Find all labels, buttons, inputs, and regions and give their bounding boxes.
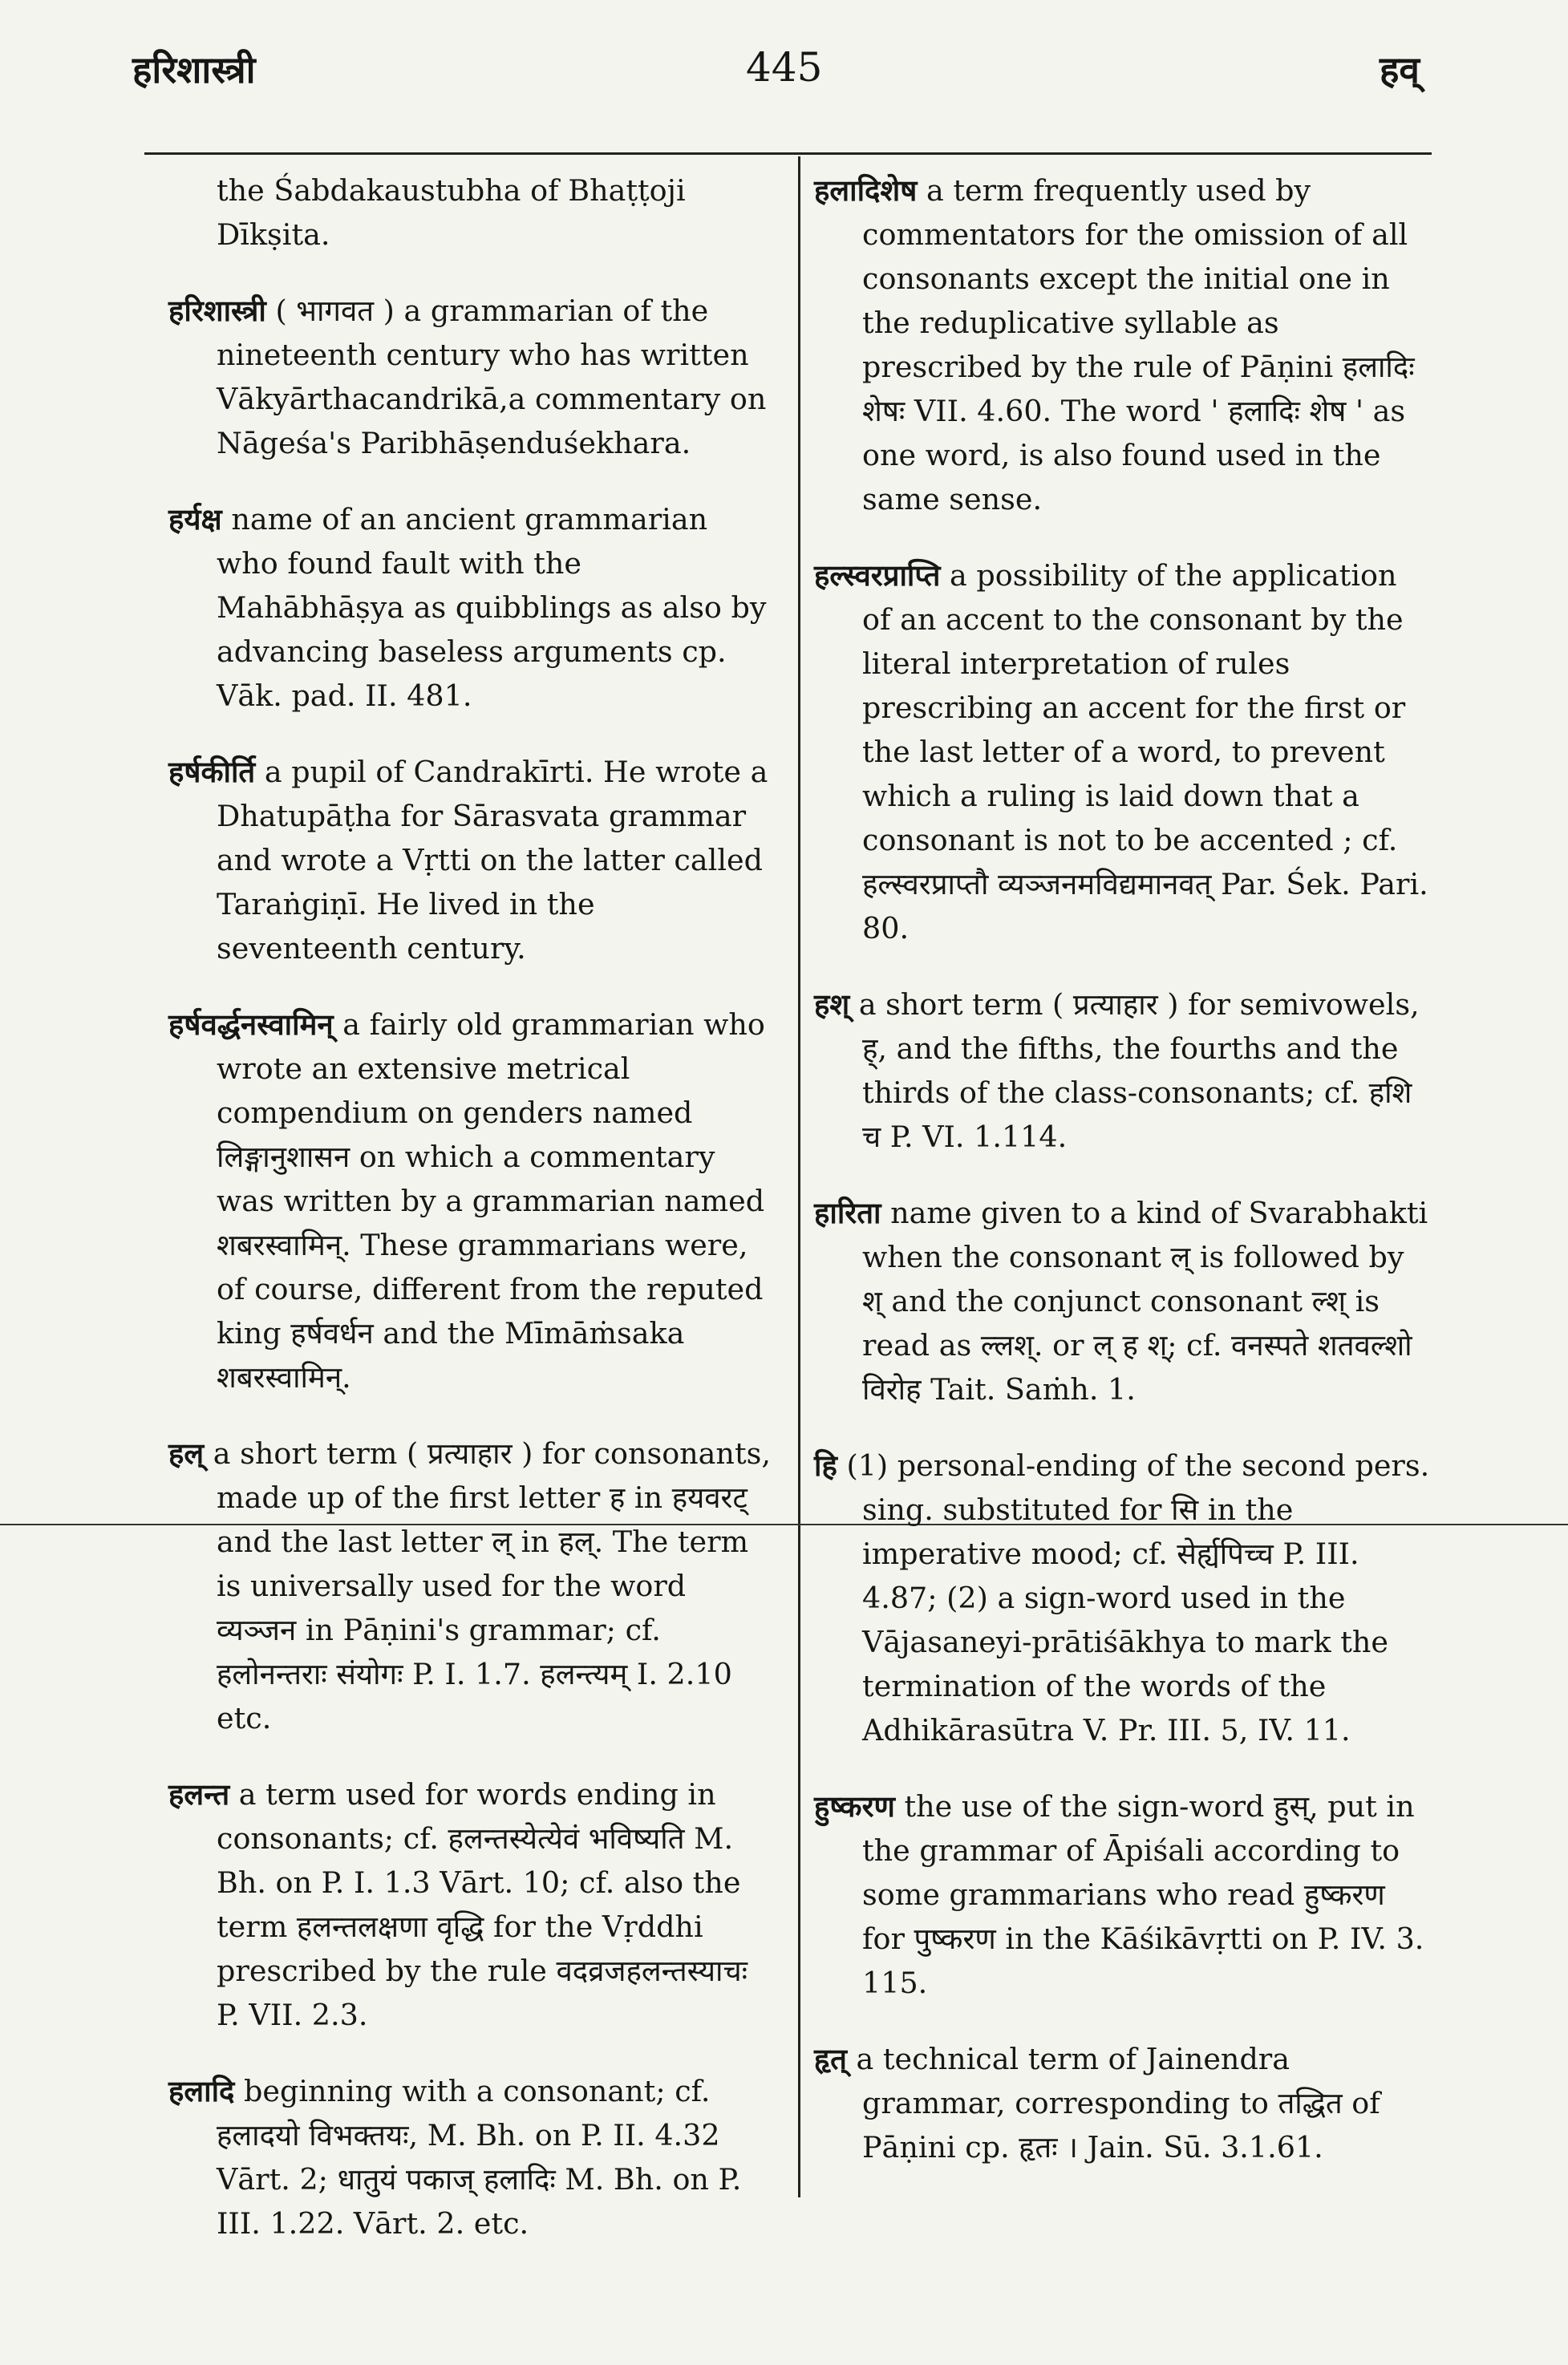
definition: a pupil of Candrakīrti. He wrote a Dhatupāṭha for Sārasvata grammar and wrote a Vṛtti on the latter called Taraṅgiṇī. He lived in the seventeenth century. — [217, 755, 768, 966]
headword: हुष्करण — [814, 1789, 895, 1824]
dictionary-entry — [168, 289, 774, 465]
headword: हल् — [168, 1436, 205, 1471]
running-header-left: हरिशास्त्री — [132, 48, 256, 91]
definition: beginning with a consonant; cf. हलादयो विभक्तयः, M. Bh. on P. II. 4.32 Vārt. 2; धातुयं पकाज् हलादिः M. Bh. on P. III. 1.22. Vārt. 2. etc. — [217, 2074, 742, 2241]
dictionary-entry — [168, 2069, 774, 2246]
dictionary-entry — [814, 553, 1432, 950]
definition: the use of the sign-word हुस्, put in the grammar of Āpiśali according to some grammarians who read हुष्करण for पुष्करण in the Kāśikāvṛtti on P. IV. 3. 115. — [862, 1789, 1424, 2000]
definition: name given to a kind of Svarabhakti when the consonant ल् is followed by श् and the conjunct consonant ल्श् is read as ल्लश्. or ल् ह श्; cf. वनस्पते शतवल्शो विरोह Tait. Saṁh. 1. — [862, 1196, 1428, 1407]
dictionary-entry — [814, 168, 1432, 521]
definition: a possibility of the application of an accent to the consonant by the literal interpretation of rules prescribing an accent for the first or the last letter of a word, to prevent which a ruling is laid down that a consonant is not to be accented ; cf. हल्स्वरप्राप्तौ व्यञ्जनमविद्यमानवत् Par. Śek. Pari. 80. — [862, 558, 1428, 946]
dictionary-entry — [168, 1432, 774, 1740]
definition: name of an ancient grammarian who found fault with the Mahābhāṣya as quibblings as also by advancing baseless arguments cp. Vāk. pad. II. 481. — [217, 502, 767, 713]
definition: a technical term of Jainendra grammar, corresponding to तद्धित of Pāṇini cp. हृतः । Jain. Sū. 3.1.61. — [856, 2042, 1380, 2165]
dictionary-entry — [814, 1784, 1432, 2005]
definition: (1) personal-ending of the second pers. sing. substituted for सि in the imperative mood; cf. सेर्ह्यपिच्च P. III. 4.87; (2) a sign-word used in the Vājasaneyi-prātiśākhya to mark the termination of the words of the Adhikārasūtra V. Pr. III. 5, IV. 11. — [846, 1448, 1430, 1747]
dictionary-entry — [814, 982, 1432, 1159]
dictionary-entry — [168, 1002, 774, 1399]
headword: हलन्त — [168, 1777, 230, 1812]
headword: हल्स्वरप्राप्ति — [814, 558, 941, 593]
dictionary-entry: the Śabdakaustubha of Bhaṭṭoji Dīkṣita. — [217, 173, 686, 252]
headword: हारिता — [814, 1196, 881, 1230]
left-column — [168, 168, 774, 2278]
definition: a term used for words ending in consonants; cf. हलन्तस्येत्येवं भविष्यति M. Bh. on P. I. 1.3 Vārt. 10; cf. also the term हलन्तलक्षणा वृद्धि for the Vṛddhi prescribed by the rule वदव्रजहलन्तस्याचः P. VII. 2.3. — [217, 1777, 748, 2032]
header-rule — [144, 152, 1432, 155]
right-column — [814, 168, 1432, 2201]
headword: हर्षकीर्ति — [168, 755, 256, 789]
dictionary-entry — [168, 1772, 774, 2037]
headword: हलादि — [168, 2074, 235, 2108]
page-number: 445 — [746, 44, 823, 91]
dictionary-entry — [168, 497, 774, 718]
dictionary-entry — [814, 1444, 1432, 1752]
headword: हृत् — [814, 2042, 847, 2076]
definition: a term frequently used by commentators for the omission of all consonants except the initial one in the reduplicative syllable as prescribed by the rule of Pāṇini हलादिः शेषः VII. 4.60. The word ' हलादिः शेष ' as one word, is also found used in the same sense. — [862, 173, 1415, 516]
definition: a short term ( प्रत्याहार ) for semivowels, ह्, and the fifths, the fourths and the thirds of the class-consonants; cf. हशि च P. VI. 1.114. — [858, 987, 1420, 1154]
dictionary-entry — [814, 2037, 1432, 2169]
running-header-right: हव् — [1380, 48, 1420, 91]
headword: हि — [814, 1448, 837, 1483]
definition: ( भागवत ) a grammarian of the nineteenth century who has written Vākyārthacandrikā,a commentary on Nāgeśa's Paribhāṣenduśekhara. — [217, 294, 767, 460]
dictionary-entry — [168, 750, 774, 970]
column-divider — [798, 156, 800, 2197]
definition: a short term ( प्रत्याहार ) for consonants, made up of the first letter ह in हयवरट् and the last letter ल् in हल्. The term is universally used for the word व्यञ्जन in Pāṇini's grammar; cf. हलोनन्तराः संयोगः P. I. 1.7. हलन्त्यम् I. 2.10 etc. — [213, 1436, 771, 1735]
headword: हर्यक्ष — [168, 502, 222, 537]
headword: हरिशास्त्री — [168, 294, 266, 328]
definition: a fairly old grammarian who wrote an extensive metrical compendium on genders named लिङ्गानुशासन on which a commentary was written by a grammarian named शबरस्वामिन्. These grammarians were, of course, different from the reputed king हर्षवर्धन and the Mīmāṁsaka शबरस्वामिन्. — [217, 1007, 765, 1395]
headword: हलादिशेष — [814, 173, 918, 208]
dictionary-entry — [814, 1191, 1432, 1411]
headword: हश् — [814, 987, 850, 1022]
headword: हर्षवर्द्धनस्वामिन् — [168, 1007, 334, 1042]
